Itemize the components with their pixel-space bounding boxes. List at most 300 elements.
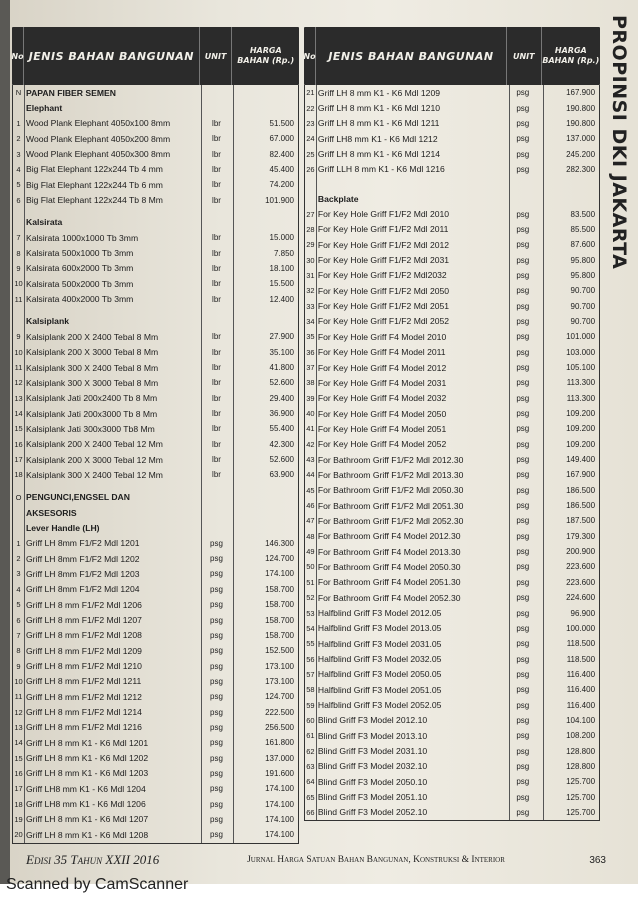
cell-unit: lbr bbox=[212, 409, 221, 419]
table-row bbox=[305, 345, 599, 360]
cell-unit: psg bbox=[516, 715, 530, 725]
table-row bbox=[13, 437, 298, 452]
cell-name: Griff LH8 mm K1 - K6 Mdl 1206 bbox=[26, 799, 146, 810]
cell-no: 58 bbox=[306, 685, 315, 695]
cell-no: 39 bbox=[306, 393, 315, 403]
header-name: JENIS BAHAN BANGUNAN bbox=[316, 27, 507, 85]
cell-price: 167.900 bbox=[566, 88, 596, 98]
table-row bbox=[305, 498, 599, 513]
cell-no: 12 bbox=[14, 378, 23, 388]
cell-no: 56 bbox=[306, 654, 315, 664]
cell-unit: psg bbox=[210, 615, 223, 625]
cell-no: 21 bbox=[306, 88, 315, 98]
cell-name: Griff LH8 mm K1 - K6 Mdl 1204 bbox=[26, 783, 146, 794]
cell-no: 14 bbox=[14, 409, 23, 419]
cell-price: 128.800 bbox=[566, 761, 596, 771]
cell-name: For Key Hole Griff F4 Model 2011 bbox=[317, 347, 446, 358]
cell-unit: lbr bbox=[212, 164, 221, 174]
table-row bbox=[13, 704, 298, 719]
cell-price: 186.500 bbox=[566, 485, 596, 495]
cell-price: 137.000 bbox=[566, 134, 596, 144]
table-row bbox=[13, 345, 298, 360]
cell-unit: psg bbox=[516, 240, 530, 250]
table-row bbox=[305, 391, 599, 406]
table-row bbox=[305, 131, 599, 146]
cell-no: 16 bbox=[14, 439, 23, 449]
cell-no: 45 bbox=[306, 485, 315, 495]
table-row bbox=[305, 667, 599, 682]
cell-no: 14 bbox=[14, 738, 23, 748]
section-heading bbox=[13, 85, 298, 100]
cell-name: Kalsiplank 300 X 2400 Tebal 8 Mm bbox=[26, 362, 159, 373]
cell-name: Griff LH 8 mm K1 - K6 Mdl 1202 bbox=[26, 753, 149, 764]
cell-price: 256.500 bbox=[265, 722, 294, 732]
cell-name: For Key Hole Griff F4 Model 2010 bbox=[317, 331, 447, 342]
cell-unit: psg bbox=[210, 814, 223, 824]
cell-price: 27.900 bbox=[269, 332, 294, 342]
cell-no: 7 bbox=[16, 233, 21, 243]
cell-name: Griff LH8 mm K1 - K6 Mdl 1212 bbox=[317, 133, 438, 144]
table-row bbox=[305, 421, 599, 436]
table-row bbox=[13, 689, 298, 704]
cell-name: Kalsirata 500x1000 Tb 3mm bbox=[26, 248, 134, 259]
cell-no: 9 bbox=[16, 332, 21, 342]
cell-name: Backplate bbox=[317, 193, 359, 204]
cell-no: N bbox=[15, 88, 22, 98]
cell-no: 42 bbox=[306, 439, 315, 449]
cell-name: Wood Plank Elephant 4050x100 8mm bbox=[26, 118, 171, 129]
cell-unit: lbr bbox=[212, 424, 221, 434]
table-row bbox=[305, 100, 599, 115]
cell-name: Blind Griff F3 Model 2052.10 bbox=[317, 807, 428, 818]
cell-name: Kalsiplank 300 X 2400 Tebal 12 Mm bbox=[26, 469, 163, 480]
cell-price: 174.100 bbox=[265, 814, 294, 824]
cell-no: 6 bbox=[16, 615, 21, 625]
cell-price: 51.500 bbox=[269, 118, 294, 128]
cell-name: Kalsirata 500x2000 Tb 3mm bbox=[26, 278, 134, 289]
cell-name: Griff LH 8 mm F1/F2 Mdl 1209 bbox=[26, 645, 142, 656]
table-row bbox=[13, 781, 298, 796]
cell-unit: psg bbox=[516, 103, 530, 113]
cell-no: 40 bbox=[306, 409, 315, 419]
cell-unit: psg bbox=[516, 209, 530, 219]
cell-no: 59 bbox=[306, 700, 315, 710]
cell-unit: psg bbox=[516, 470, 530, 480]
cell-no: 48 bbox=[306, 531, 315, 541]
cell-unit: psg bbox=[516, 301, 530, 311]
cell-price: 223.600 bbox=[566, 577, 596, 587]
footer-page-number: 363 bbox=[589, 854, 606, 866]
cell-no: O bbox=[15, 492, 22, 502]
cell-price: 173.100 bbox=[265, 661, 294, 671]
cell-no: 20 bbox=[14, 830, 23, 840]
cell-price: 173.100 bbox=[265, 676, 294, 686]
cell-no: 15 bbox=[14, 424, 23, 434]
table-row bbox=[305, 298, 599, 313]
cell-no: 11 bbox=[14, 692, 23, 702]
table-row bbox=[305, 329, 599, 344]
table-row bbox=[305, 237, 599, 252]
table-row bbox=[305, 513, 599, 528]
cell-no: 22 bbox=[306, 103, 315, 113]
cell-unit: psg bbox=[210, 738, 223, 748]
cell-name: Elephant bbox=[26, 103, 63, 114]
cell-unit: psg bbox=[516, 439, 530, 449]
cell-unit: psg bbox=[210, 830, 223, 840]
table-row bbox=[305, 636, 599, 651]
cell-unit: psg bbox=[516, 746, 530, 756]
cell-no: 41 bbox=[306, 424, 315, 434]
cell-no: 51 bbox=[306, 577, 315, 587]
table-row bbox=[305, 682, 599, 697]
cell-price: 15.500 bbox=[269, 279, 294, 289]
cell-name: PAPAN FIBER SEMEN bbox=[26, 87, 116, 98]
cell-name: Big Flat Elephant 122x244 Tb 6 mm bbox=[26, 179, 163, 190]
cell-unit: psg bbox=[210, 630, 223, 640]
cell-unit: psg bbox=[516, 777, 530, 787]
cell-name: For Key Hole Griff F1/F2 Mdl 2011 bbox=[317, 224, 449, 235]
table-row bbox=[13, 566, 298, 581]
cell-price: 190.800 bbox=[566, 103, 596, 113]
cell-unit: psg bbox=[210, 661, 223, 671]
cell-name: For Key Hole Griff F1/F2 Mdl 2031 bbox=[317, 255, 450, 266]
table-row bbox=[13, 276, 298, 291]
row-gap bbox=[305, 177, 599, 184]
left-table bbox=[12, 27, 299, 844]
cell-unit: psg bbox=[210, 707, 223, 717]
cell-no: 18 bbox=[14, 470, 23, 480]
cell-unit: psg bbox=[210, 799, 223, 809]
cell-no: 2 bbox=[16, 134, 21, 144]
cell-unit: psg bbox=[516, 409, 530, 419]
cell-unit: psg bbox=[210, 554, 223, 564]
cell-no: 66 bbox=[306, 807, 315, 817]
cell-name: For Key Hole Griff F1/F2 Mdl 2050 bbox=[317, 285, 450, 296]
cell-name: Big Flat Elephant 122x244 Tb 8 Mm bbox=[26, 195, 163, 206]
cell-price: 85.500 bbox=[570, 224, 596, 234]
cell-no: 52 bbox=[306, 593, 315, 603]
cell-no: 47 bbox=[306, 516, 315, 526]
cell-price: 161.800 bbox=[265, 738, 294, 748]
section-heading bbox=[13, 490, 298, 505]
cell-unit: psg bbox=[516, 485, 530, 495]
cell-unit: psg bbox=[210, 784, 223, 794]
cell-no: 11 bbox=[14, 294, 23, 304]
table-row bbox=[13, 230, 298, 245]
cell-no: 61 bbox=[306, 731, 315, 741]
cell-unit: psg bbox=[516, 654, 530, 664]
table-row bbox=[305, 529, 599, 544]
cell-price: 158.700 bbox=[265, 584, 294, 594]
cell-name: Griff LH 8 mm K1 - K6 Mdl 1211 bbox=[317, 118, 440, 129]
cell-unit: psg bbox=[516, 807, 530, 817]
cell-unit: psg bbox=[516, 761, 530, 771]
cell-no: 1 bbox=[16, 538, 21, 548]
table-row bbox=[305, 268, 599, 283]
header-price-line1: HARGA bbox=[249, 46, 282, 55]
cell-no: 46 bbox=[306, 501, 315, 511]
cell-unit: psg bbox=[516, 316, 530, 326]
cell-unit: psg bbox=[516, 685, 530, 695]
cell-price: 125.700 bbox=[566, 792, 596, 802]
cell-price: 74.200 bbox=[269, 180, 294, 190]
cell-no: 10 bbox=[14, 676, 23, 686]
cell-name: Halfblind Griff F3 Model 2031.05 bbox=[317, 638, 442, 649]
cell-name: For Key Hole Griff F1/F2 Mdl 2010 bbox=[317, 209, 450, 220]
cell-no: 3 bbox=[16, 569, 21, 579]
cell-name: Kalsiplank 200 X 3000 Tebal 12 Mm bbox=[26, 454, 163, 465]
cell-unit: lbr bbox=[212, 149, 221, 159]
cell-unit: psg bbox=[516, 424, 530, 434]
cell-price: 103.000 bbox=[566, 347, 596, 357]
section-heading bbox=[13, 505, 298, 520]
cell-name: Blind Griff F3 Model 2051.10 bbox=[317, 792, 428, 803]
binding-edge bbox=[0, 0, 10, 903]
cell-price: 96.900 bbox=[570, 608, 596, 618]
cell-no: 19 bbox=[14, 814, 23, 824]
cell-price: 245.200 bbox=[566, 149, 596, 159]
cell-unit: psg bbox=[210, 569, 223, 579]
cell-name: Griff LH 8 mm F1/F2 Mdl 1206 bbox=[26, 599, 142, 610]
cell-no: 26 bbox=[306, 164, 315, 174]
table-row bbox=[13, 536, 298, 551]
table-row bbox=[305, 375, 599, 390]
cell-unit: psg bbox=[516, 332, 530, 342]
cell-unit: psg bbox=[516, 501, 530, 511]
table-row bbox=[305, 162, 599, 177]
header-price bbox=[542, 27, 600, 85]
cell-unit: psg bbox=[516, 623, 530, 633]
cell-no: 17 bbox=[14, 455, 23, 465]
cell-price: 174.100 bbox=[265, 830, 294, 840]
cell-price: 113.300 bbox=[566, 378, 596, 388]
cell-unit: psg bbox=[210, 538, 223, 548]
cell-unit: lbr bbox=[212, 233, 221, 243]
table-row bbox=[305, 605, 599, 620]
footer-journal-title: Jurnal Harga Satuan Bahan Bangunan, Konstruksi & Interior bbox=[247, 855, 505, 865]
cell-price: 67.000 bbox=[269, 134, 294, 144]
cell-name: Griff LH 8mm F1/F2 Mdl 1204 bbox=[26, 584, 140, 595]
cell-name: Griff LH 8 mm F1/F2 Mdl 1214 bbox=[26, 707, 142, 718]
table-row bbox=[13, 720, 298, 735]
cell-name: Griff LH 8 mm F1/F2 Mdl 1212 bbox=[26, 691, 142, 702]
footer-edition: Edisi 35 Tahun XXII 2016 bbox=[26, 852, 160, 867]
table-row bbox=[13, 421, 298, 436]
cell-price: 158.700 bbox=[265, 615, 294, 625]
cell-unit: psg bbox=[516, 669, 530, 679]
cell-name: For Key Hole Griff F1/F2 Mdl2032 bbox=[317, 270, 447, 281]
cell-unit: psg bbox=[516, 363, 530, 373]
table-row bbox=[305, 590, 599, 605]
cell-price: 174.100 bbox=[265, 569, 294, 579]
left-table-header bbox=[12, 27, 299, 85]
cell-unit: lbr bbox=[212, 195, 221, 205]
cell-no: 60 bbox=[306, 715, 315, 725]
right-table-header bbox=[304, 27, 600, 85]
cell-no: 54 bbox=[306, 623, 315, 633]
cell-unit: psg bbox=[516, 639, 530, 649]
cell-no: 62 bbox=[306, 746, 315, 756]
cell-price: 187.500 bbox=[566, 516, 596, 526]
cell-no: 57 bbox=[306, 669, 315, 679]
cell-unit: lbr bbox=[212, 118, 221, 128]
cell-price: 90.700 bbox=[570, 286, 596, 296]
cell-unit: psg bbox=[516, 516, 530, 526]
cell-price: 146.300 bbox=[265, 538, 294, 548]
cell-name: Griff LH 8 mm K1 - K6 Mdl 1207 bbox=[26, 814, 149, 825]
table-row bbox=[305, 789, 599, 804]
table-row bbox=[305, 116, 599, 131]
cell-unit: psg bbox=[516, 792, 530, 802]
cell-unit: lbr bbox=[212, 180, 221, 190]
table-row bbox=[305, 314, 599, 329]
cell-no: 5 bbox=[16, 180, 21, 190]
cell-name: Griff LH 8 mm F1/F2 Mdl 1210 bbox=[26, 661, 142, 672]
cell-no: 29 bbox=[306, 240, 315, 250]
cell-price: 12.400 bbox=[269, 294, 294, 304]
cell-price: 116.400 bbox=[566, 669, 596, 679]
table-row bbox=[305, 252, 599, 267]
cell-unit: psg bbox=[210, 676, 223, 686]
cell-name: Griff LH 8 mm F1/F2 Mdl 1208 bbox=[26, 630, 142, 641]
cell-name: Halfblind Griff F3 Model 2032.05 bbox=[317, 654, 442, 665]
table-row bbox=[305, 544, 599, 559]
table-row bbox=[305, 283, 599, 298]
cell-no: 8 bbox=[16, 248, 21, 258]
table-row bbox=[13, 551, 298, 566]
cell-no: 63 bbox=[306, 761, 315, 771]
cell-name: For Bathroom Griff F4 Model 2052.30 bbox=[317, 592, 461, 603]
cell-unit: psg bbox=[516, 393, 530, 403]
cell-price: 90.700 bbox=[570, 301, 596, 311]
cell-name: Blind Griff F3 Model 2032.10 bbox=[317, 761, 428, 772]
cell-price: 128.800 bbox=[566, 746, 596, 756]
cell-name: Griff LH 8mm F1/F2 Mdl 1203 bbox=[26, 568, 140, 579]
table-row bbox=[13, 597, 298, 612]
cell-price: 95.800 bbox=[570, 255, 596, 265]
cell-price: 224.600 bbox=[566, 593, 596, 603]
cell-unit: psg bbox=[210, 753, 223, 763]
cell-no: 31 bbox=[306, 270, 315, 280]
scanner-watermark-strip bbox=[0, 876, 638, 903]
right-table-body bbox=[304, 85, 600, 821]
section-sub bbox=[305, 191, 599, 206]
cell-price: 105.100 bbox=[566, 363, 596, 373]
cell-price: 87.600 bbox=[570, 240, 596, 250]
header-price bbox=[232, 27, 299, 85]
table-row bbox=[13, 146, 298, 161]
cell-name: Kalsirata 400x2000 Tb 3mm bbox=[26, 294, 134, 305]
table-row bbox=[305, 483, 599, 498]
cell-name: Kalsirata bbox=[26, 217, 63, 228]
cell-unit: lbr bbox=[212, 363, 221, 373]
cell-price: 7.850 bbox=[273, 248, 294, 258]
cell-unit: psg bbox=[516, 608, 530, 618]
section-sub bbox=[13, 314, 298, 329]
cell-price: 18.100 bbox=[269, 263, 294, 273]
cell-unit: psg bbox=[516, 562, 530, 572]
cell-unit: lbr bbox=[212, 393, 221, 403]
cell-price: 174.100 bbox=[265, 799, 294, 809]
cell-unit: psg bbox=[516, 547, 530, 557]
cell-no: 30 bbox=[306, 255, 315, 265]
cell-no: 43 bbox=[306, 455, 315, 465]
table-row bbox=[13, 582, 298, 597]
cell-price: 190.800 bbox=[566, 118, 596, 128]
cell-price: 90.700 bbox=[570, 316, 596, 326]
cell-no: 37 bbox=[306, 363, 315, 373]
cell-price: 42.300 bbox=[269, 439, 294, 449]
cell-name: Griff LLH 8 mm K1 - K6 Mdl 1216 bbox=[317, 164, 445, 175]
section-sub bbox=[13, 100, 298, 115]
table-row bbox=[305, 805, 599, 820]
cell-price: 116.400 bbox=[566, 700, 596, 710]
cell-unit: psg bbox=[516, 149, 530, 159]
cell-no: 38 bbox=[306, 378, 315, 388]
cell-name: Griff LH 8 mm K1 - K6 Mdl 1209 bbox=[317, 87, 440, 98]
header-unit: UNIT bbox=[507, 27, 542, 85]
cell-unit: psg bbox=[210, 646, 223, 656]
cell-name: Halfblind Griff F3 Model 2012.05 bbox=[317, 608, 442, 619]
cell-no: 27 bbox=[306, 209, 315, 219]
table-row bbox=[13, 116, 298, 131]
cell-name: For Bathroom Griff F1/F2 Mdl 2051.30 bbox=[317, 500, 464, 511]
cell-name: Wood Plank Elephant 4050x300 8mm bbox=[26, 149, 171, 160]
cell-unit: psg bbox=[516, 455, 530, 465]
table-row bbox=[305, 759, 599, 774]
cell-name: Kalsiplank 200 X 3000 Tebal 8 Mm bbox=[26, 347, 159, 358]
cell-name: Griff LH 8 mm F1/F2 Mdl 1216 bbox=[26, 722, 142, 733]
cell-price: 116.400 bbox=[566, 685, 596, 695]
cell-name: Halfblind Griff F3 Model 2050.05 bbox=[317, 669, 442, 680]
cell-no: 3 bbox=[16, 149, 21, 159]
header-price-line2: BAHAN (Rp.) bbox=[237, 56, 295, 65]
cell-price: 158.700 bbox=[265, 630, 294, 640]
table-row bbox=[13, 131, 298, 146]
cell-no: 9 bbox=[16, 661, 21, 671]
cell-name: Kalsiplank 200 X 2400 Tebal 12 Mm bbox=[26, 439, 163, 450]
cell-price: 179.300 bbox=[566, 531, 596, 541]
cell-no: 35 bbox=[306, 332, 315, 342]
cell-price: 100.000 bbox=[566, 623, 596, 633]
table-row bbox=[13, 812, 298, 827]
table-row bbox=[305, 651, 599, 666]
table-row bbox=[13, 735, 298, 750]
table-row bbox=[13, 291, 298, 306]
header-unit: UNIT bbox=[200, 27, 233, 85]
cell-name: For Bathroom Griff F1/F2 Mdl 2013.30 bbox=[317, 469, 464, 480]
cell-unit: lbr bbox=[212, 263, 221, 273]
cell-price: 124.700 bbox=[265, 554, 294, 564]
table-row bbox=[13, 628, 298, 643]
cell-price: 125.700 bbox=[566, 777, 596, 787]
cell-unit: psg bbox=[516, 593, 530, 603]
cell-price: 109.200 bbox=[566, 439, 596, 449]
row-gap bbox=[305, 184, 599, 191]
cell-name: For Bathroom Griff F1/F2 Mdl 2012.30 bbox=[317, 454, 464, 465]
cell-price: 149.400 bbox=[566, 455, 596, 465]
table-row bbox=[13, 766, 298, 781]
cell-unit: psg bbox=[516, 378, 530, 388]
cell-price: 186.500 bbox=[566, 501, 596, 511]
table-row bbox=[305, 621, 599, 636]
right-no-divider bbox=[316, 85, 317, 820]
right-table bbox=[304, 27, 600, 821]
cell-name: For Key Hole Griff F1/F2 Mdl 2051 bbox=[317, 301, 450, 312]
cell-name: For Key Hole Griff F1/F2 Mdl 2012 bbox=[317, 239, 450, 250]
cell-name: For Key Hole Griff F4 Model 2032 bbox=[317, 393, 447, 404]
cell-unit: psg bbox=[516, 731, 530, 741]
